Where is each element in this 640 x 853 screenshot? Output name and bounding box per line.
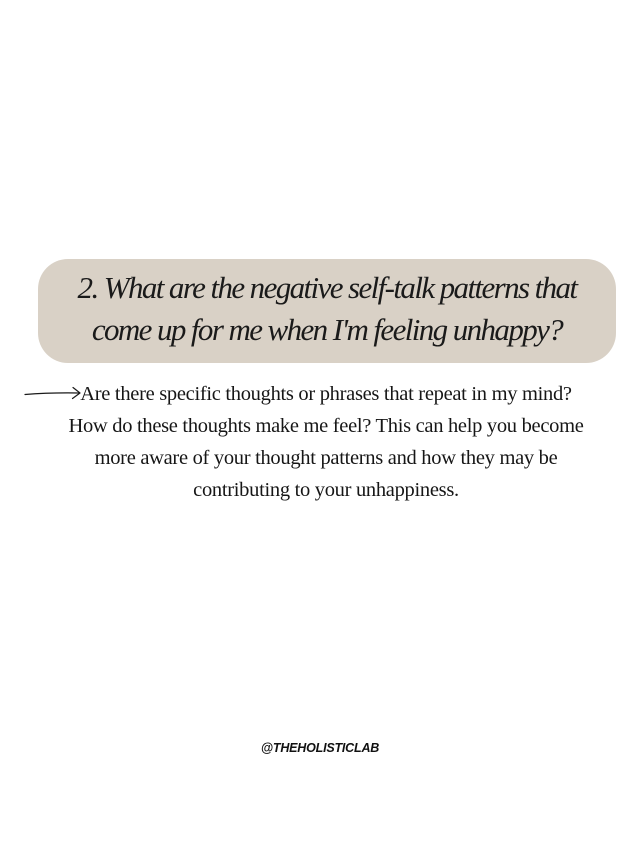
question-heading: 2. What are the negative self-talk patterns that come up for me when I'm feeling unhappy? — [77, 270, 577, 347]
account-handle: @THEHOLISTICLAB — [260, 741, 380, 755]
question-highlight — [38, 259, 616, 363]
body-paragraph: Are there specific thoughts or phrases that repeat in my mind? How do these thoughts make me feel? This can help you become more aware of your thought patterns and how they may be contributing to your unhappiness. — [68, 383, 584, 501]
